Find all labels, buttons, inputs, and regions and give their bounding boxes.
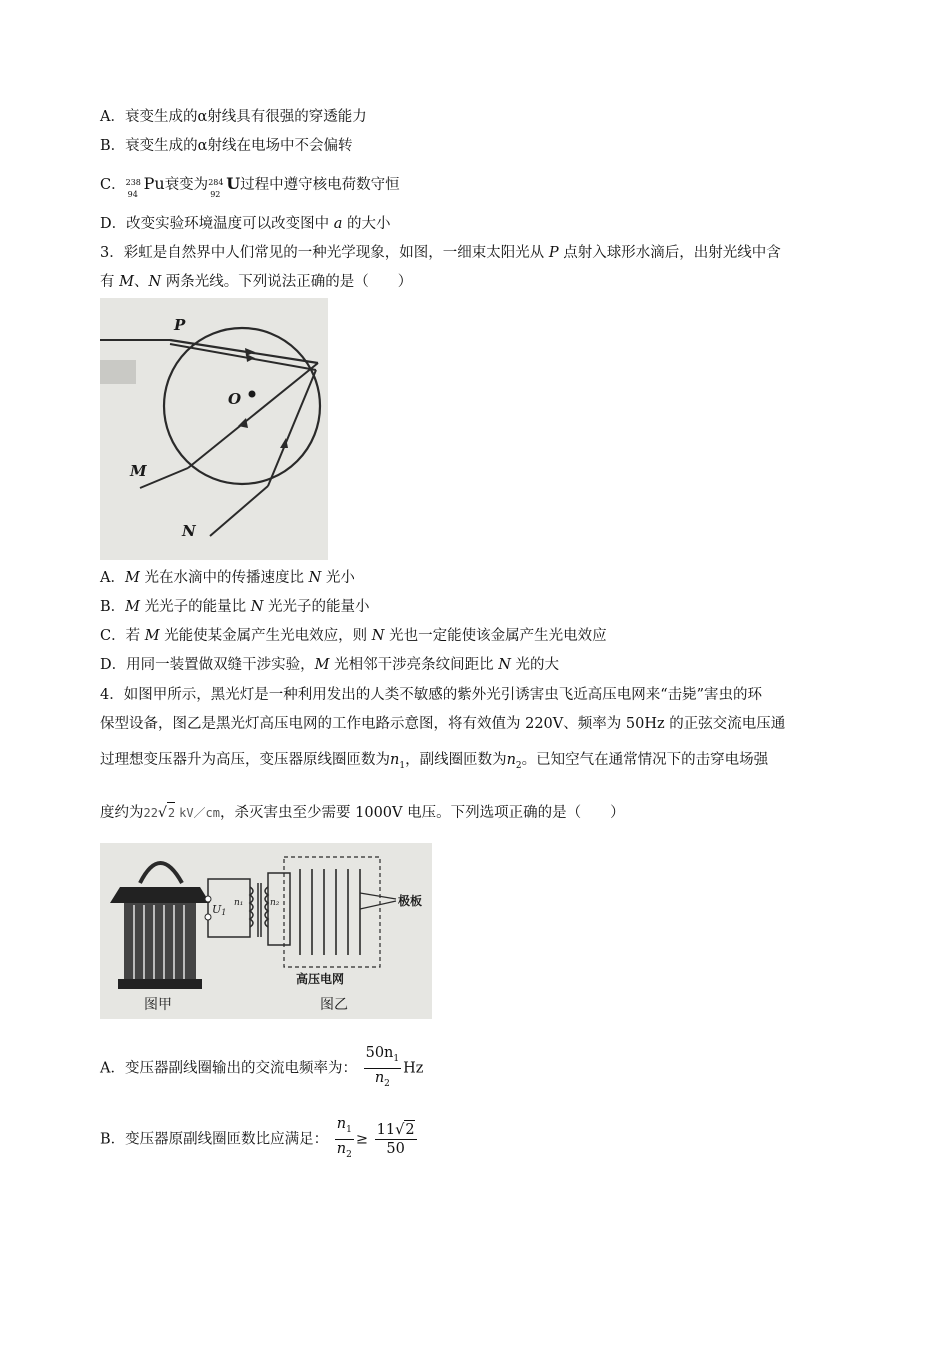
q2-option-c: C． 238 94 Pu衰变为 284 92 U过程中遵守核电荷数守恒 [100, 174, 400, 199]
q4-option-a: A．变压器副线圈输出的交流电频率为： $\frac{50n_1}{n_2}$ Hz [100, 1044, 423, 1093]
label-m: M [130, 462, 147, 480]
plate-pointer-1 [360, 893, 396, 899]
reflected-ray-m [188, 363, 318, 468]
exit-ray-m [140, 468, 188, 488]
q4-blacklight-figure [100, 843, 432, 1019]
exit-ray-n [210, 486, 268, 536]
label-u1: U1 [212, 903, 227, 917]
grid-dashed-box [284, 857, 380, 967]
label-o: O [228, 390, 242, 408]
arrow-mark-2 [246, 354, 255, 362]
q3-option-d: D．用同一装置做双缝干涉实验，M 光相邻干涉亮条纹间距比 N 光的大 [100, 657, 559, 673]
label-yi: 图乙 [320, 997, 348, 1013]
plate-pointer-2 [360, 901, 396, 909]
label-n2: n₂ [270, 898, 280, 908]
q3-stem-line1: 3．彩虹是自然界中人们常见的一种光学现象，如图，一细束太阳光从 P 点射入球形水滴后，出射光线中含 [100, 245, 781, 261]
label-grid: 高压电网 [296, 972, 345, 986]
pu-nuclide-scripts: 238 94 [125, 178, 141, 199]
secondary-circuit [268, 873, 290, 945]
q2-option-d: D．改变实验环境温度可以改变图中 a 的大小 [100, 216, 391, 232]
q2-option-b: B．衰变生成的α射线在电场中不会偏转 [100, 138, 353, 154]
lamp-handle [140, 863, 182, 883]
q3-raindrop-figure [100, 298, 328, 560]
q3-stem-line2: 有 M、N 两条光线。下列说法正确的是（ ） [100, 274, 413, 290]
q4-stem-line2: 保型设备，图乙是黑光灯高压电网的工作电路示意图，将有效值为 220V、频率为 50Hz 的正弦交流电压通 [100, 716, 786, 732]
lamp-roof [110, 887, 210, 903]
q4-option-b: B．变压器原副线圈匝数比应满足： $\frac{n_1}{n_2}$ ≥ $\frac{11√2}{50}$ [100, 1115, 419, 1164]
label-jia: 图甲 [144, 997, 172, 1013]
terminal-top [205, 896, 211, 902]
reflected-ray-n [268, 370, 316, 486]
q3-option-a: A．M 光在水滴中的传播速度比 N 光小 [100, 570, 355, 586]
raindrop-diagram [100, 298, 328, 560]
lamp-base [118, 979, 202, 989]
q2-option-a: A．衰变生成的α射线具有很强的穿透能力 [100, 109, 367, 125]
q3-option-b: B．M 光光子的能量比 N 光光子的能量小 [100, 599, 370, 615]
q3-option-c: C．若 M 光能使某金属产生光电效应，则 N 光也一定能使该金属产生光电效应 [100, 628, 607, 644]
grid-plates [300, 869, 360, 955]
refracted-ray-top [170, 340, 318, 363]
blacklight-diagram [100, 843, 432, 1019]
ratio-right-fraction: $\frac{11√2}{50}$ [376, 1122, 415, 1158]
label-n: N [182, 522, 196, 540]
faded-bg-mark [100, 360, 136, 384]
label-plate: 极板 [398, 894, 423, 908]
freq-fraction: $\frac{50n_1}{n_2}$ [365, 1045, 400, 1089]
terminal-bottom [205, 914, 211, 920]
u-nuclide-scripts: 284 92 [208, 178, 224, 199]
q4-stem-line4: 度约为22√2 kV／cm，杀灭害虫至少需要 1000V 电压。下列选项正确的是（ ） [100, 802, 625, 823]
label-p: P [174, 316, 186, 334]
ratio-left-fraction: $\frac{n_1}{n_2}$ [336, 1116, 352, 1160]
center-dot [249, 391, 256, 398]
q4-stem-line3: 过理想变压器升为高压，变压器原线圈匝数为$n_1$，副线圈匝数为$n_2$。已知空气在通常情况下的击穿电场强 [100, 752, 769, 771]
label-n1: n₁ [234, 898, 244, 908]
q4-stem-line1: 4．如图甲所示，黑光灯是一种利用发出的人类不敏感的紫外光引诱害虫飞近高压电网来“击毙”害虫的环 [100, 687, 763, 703]
